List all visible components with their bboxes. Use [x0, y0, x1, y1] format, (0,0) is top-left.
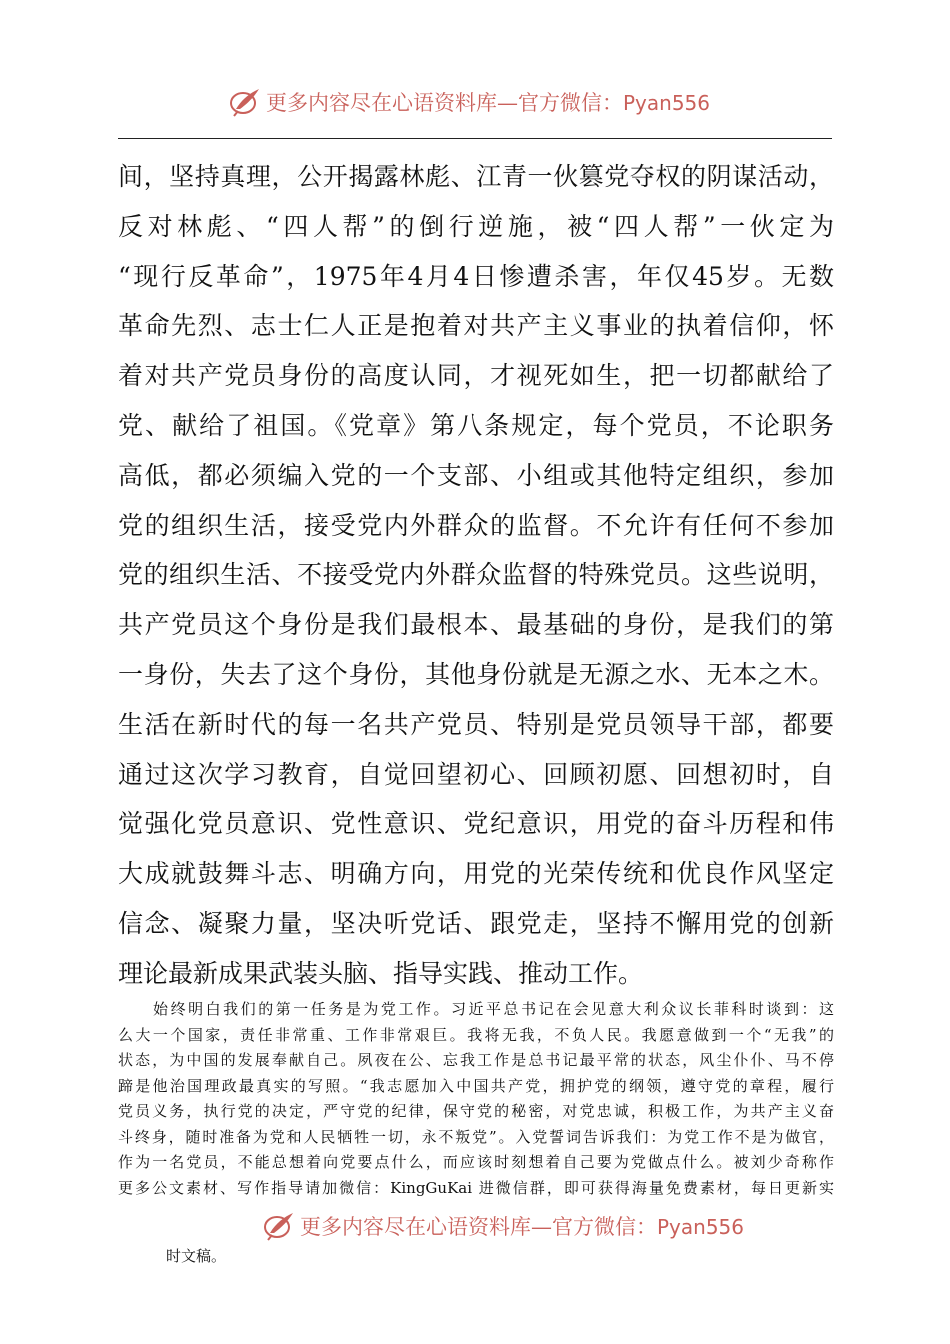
- text-line: 一身份，失去了这个身份，其他身份就是无源之水、无本之木。: [118, 659, 834, 689]
- footer-banner-text: 更多内容尽在心语资料库—官方微信：Pyan556: [300, 1215, 745, 1239]
- text-line: 反对林彪、“四人帮”的倒行逆施，被“四人帮”一伙定为: [118, 211, 834, 241]
- text-line: 高低，都必须编入党的一个支部、小组或其他特定组织，参加: [118, 460, 834, 490]
- feather-pen-logo-icon: [228, 85, 262, 119]
- text-line: 斗终身，随时准备为党和人民牺牲一切，永不叛党”。入党誓词告诉我们：为党工作不是为做官，: [118, 1127, 834, 1146]
- text-line: 觉强化党员意识、党性意识、党纪意识，用党的奋斗历程和伟: [118, 809, 834, 839]
- header-banner-text: 更多内容尽在心语资料库—官方微信：Pyan556: [266, 91, 711, 115]
- secondary-paragraph: [118, 997, 834, 1201]
- text-line: 大成就鼓舞斗志、明确方向，用党的光荣传统和优良作风坚定: [118, 859, 834, 889]
- feather-pen-logo-icon: [262, 1209, 296, 1243]
- header-banner: [228, 82, 768, 122]
- text-line: 革命先烈、志士仁人正是抱着对共产主义事业的执着信仰，怀: [118, 311, 834, 341]
- text-line: 更多公文素材、写作指导请加微信：KingGuKai 进微信群，即可获得海量免费素材，每日更新实: [118, 1178, 834, 1197]
- text-line: 状态，为中国的发展奉献自己。夙夜在公、忘我工作是总书记最平常的状态，风尘仆仆、马不停: [118, 1051, 834, 1069]
- text-line: 党、献给了祖国。《党章》第八条规定，每个党员，不论职务: [118, 410, 834, 440]
- text-line: 作为一名党员，不能总想着向党要点什么，而应该时刻想着自己要为党做点什么。被刘少奇称作: [118, 1153, 834, 1171]
- header-rule: [118, 138, 832, 139]
- text-line: 理论最新成果武装头脑、指导实践、推动工作。: [118, 958, 644, 988]
- main-paragraph: [118, 152, 834, 999]
- footer-banner: [262, 1206, 802, 1246]
- text-line: 蹄是他治国理政最真实的写照。“我志愿加入中国共产党，拥护党的纲领，遵守党的章程，履行: [118, 1076, 834, 1095]
- text-line: 始终明白我们的第一任务是为党工作。习近平总书记在会见意大利众议长菲科时谈到：这: [118, 1000, 834, 1018]
- text-line: 党的组织生活，接受党内外群众的监督。不允许有任何不参加: [118, 510, 834, 540]
- text-line: 党的组织生活、不接受党内外群众监督的特殊党员。这些说明，: [118, 560, 834, 590]
- text-line: 生活在新时代的每一名共产党员、特别是党员领导干部，都要: [118, 709, 834, 739]
- text-line: 共产党员这个身份是我们最根本、最基础的身份，是我们的第: [118, 610, 834, 640]
- text-line: 间，坚持真理，公开揭露林彪、江青一伙篡党夺权的阴谋活动，: [118, 162, 834, 191]
- tail-text: 时文稿。: [166, 1247, 227, 1265]
- text-line: 党员义务，执行党的决定，严守党的纪律，保守党的秘密，对党忠诚，积极工作，为共产主义奋: [118, 1102, 834, 1120]
- text-line: 着对共产党员身份的高度认同，才视死如生，把一切都献给了: [118, 361, 834, 391]
- text-line: “现行反革命”，1975年4月4日惨遭杀害，年仅45岁。无数: [118, 261, 834, 291]
- text-line: 么大一个国家，责任非常重、工作非常艰巨。我将无我，不负人民。我愿意做到一个“无我”的: [118, 1025, 834, 1044]
- text-line: 通过这次学习教育，自觉回望初心、回顾初愿、回想初时，自: [118, 759, 834, 789]
- text-line: 信念、凝聚力量，坚决听党话、跟党走，坚持不懈用党的创新: [118, 908, 834, 938]
